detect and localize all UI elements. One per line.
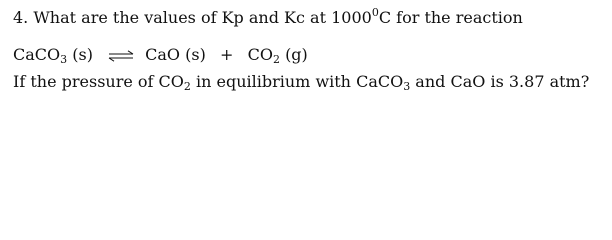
product-co2-formula-text: CO	[247, 45, 273, 64]
reactant-state: (s)	[72, 45, 93, 64]
plus-sign: +	[220, 45, 234, 64]
condition-subscript-2: 3	[403, 80, 411, 93]
question-line	[13, 8, 523, 28]
condition-text-2: in equilibrium with CaCO	[190, 72, 404, 91]
condition-line	[13, 72, 589, 92]
condition-text-3: and CaO is 3.87 atm?	[410, 72, 590, 91]
product-co2-formula	[248, 45, 280, 64]
reactant-formula	[13, 45, 67, 64]
product-cao-formula: CaO	[145, 45, 181, 64]
reactant-formula-text: CaCO	[13, 45, 61, 64]
product-co2-subscript: 2	[272, 53, 280, 66]
degree-superscript: 0	[371, 6, 379, 19]
product-co2-state: (g)	[285, 45, 308, 64]
question-text-after: C for the reaction	[378, 8, 523, 27]
reaction-equation	[13, 45, 308, 65]
question-text-before: What are the values of Kp and Kc at 1000	[33, 8, 372, 27]
condition-subscript-1: 2	[183, 80, 191, 93]
product-cao-state: (s)	[185, 45, 206, 64]
reactant-subscript: 3	[60, 53, 68, 66]
question-number: 4.	[13, 8, 29, 27]
condition-text-1: If the pressure of CO	[13, 72, 184, 91]
equilibrium-arrows-icon	[108, 50, 134, 62]
question-text	[33, 8, 522, 27]
